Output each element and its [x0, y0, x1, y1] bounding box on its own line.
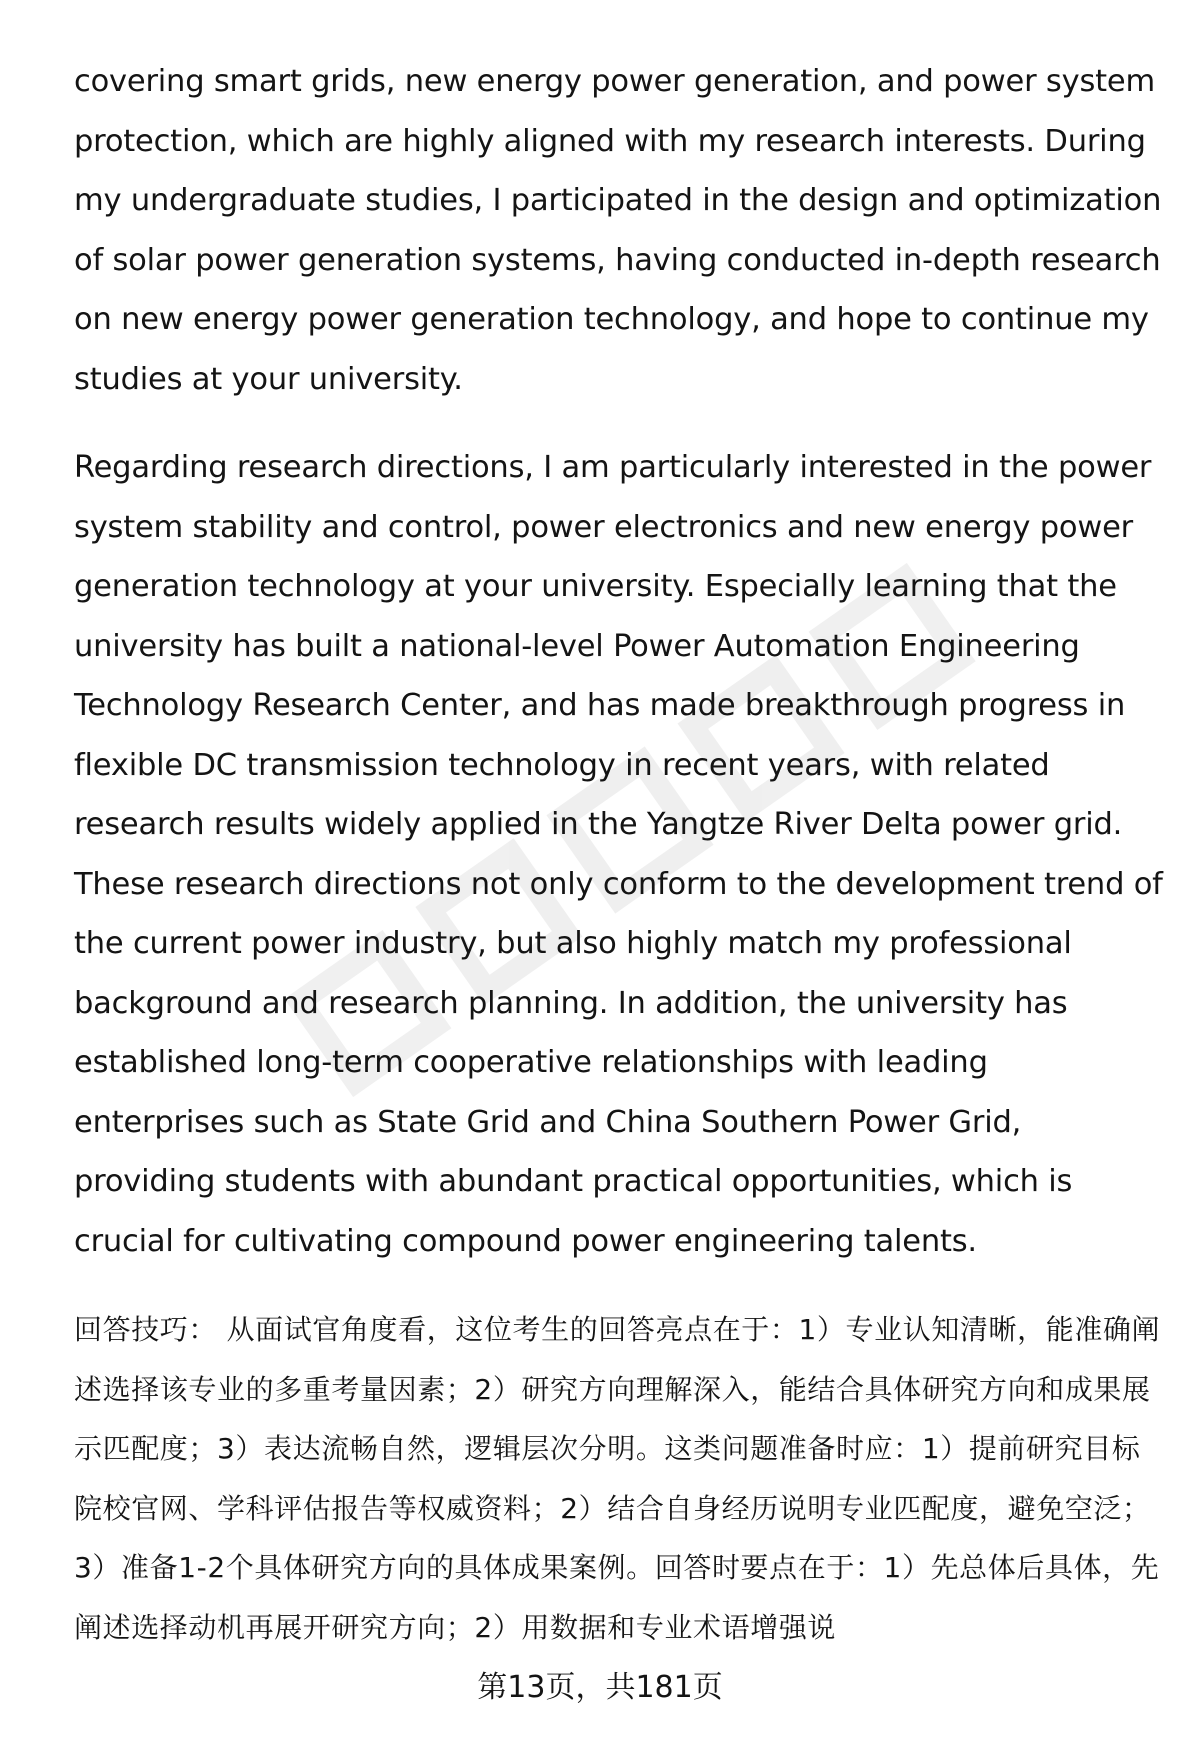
paragraph-answer-tips: 回答技巧： 从面试官角度看，这位考生的回答亮点在于：1）专业认知清晰，能准确阐述选择该专业的多重考量因素；2）研究方向理解深入，能结合具体研究方向和成果展示匹配度；3）表达流畅自然，逻辑层次分明。这类问题准备时应：1）提前研究目标院校官网、学科评估报告等权威资料；2）结合自身经历说明专业匹配度，避免空泛；3）准备1-2个具体研究方向的具体成果案例。回答时要点在于：1）先总体后具体，先阐述选择动机再展开研究方向；2）用数据和专业术语增强说 [74, 1313, 1161, 1644]
paragraph-motivation: covering smart grids, new energy power generation, and power system protection, which are highly aligned with my research interests. During my undergraduate studies, I participated in the design and optimization of solar power generation systems, having conducted in-depth research on new energy power generation technology, and hope to continue my studies at your university. [74, 64, 1162, 397]
page-number: 第13页，共181页 [477, 1670, 723, 1705]
paragraph-research-directions: Regarding research directions, I am particularly interested in the power system stability and control, power electronics and new energy power generation technology at your university. Especially learning that the university has built a national-level Power Automation Engineering Technology Research Center, and has made breakthrough progress in flexible DC transmission technology in recent years, with related research results widely applied in the Yangtze River Delta power grid. These research directions not only conform to the development trend of the current power industry, but also highly match my professional background and research planning. In addition, the university has established long-term cooperative relationships with leading enterprises such as State Grid and China Southern Power Grid, providing students with abundant practical opportunities, which is crucial for cultivating compound power engineering talents. [74, 450, 1163, 1259]
document-body [74, 52, 1164, 1657]
